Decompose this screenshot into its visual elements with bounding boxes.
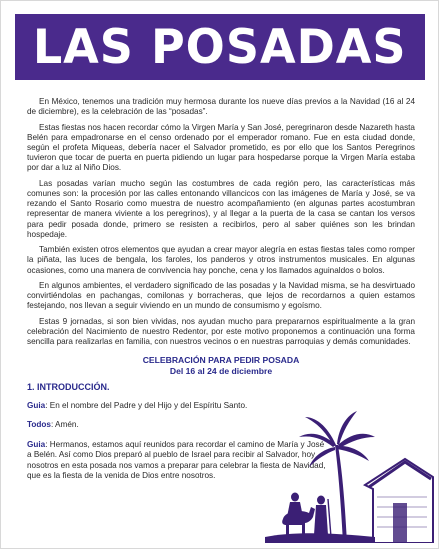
prayer-text: : Hermanos, estamos aquí reunidos para recordar el camino de María y José a Belén. Así como Dios preparó al pueblo de Israel para recibir al Salvador, hoy nosotros en esta posada nos vamos a preparar para celebrar la fiesta de Navidad, que es la fiesta de la venida de Dios entre nosotros. [27,439,326,481]
section-heading: 1. INTRODUCCIÓN. [27,382,110,392]
paragraph: Estas fiestas nos hacen recordar cómo la Virgen María y San José, peregrinaron desde Nazareth hasta Belén para empadronarse en el censo ordenado por el emperador romano. Fue en esta ciudad donde, según el profeta Miqueas, debería nacer el Salvador prometido, es por ello que los Santos Peregrinos tuvieron que tocar de puerta en puerta pidiendo un lugar para hospedarse porque la Virgen María estaba por dar a luz al Niño Dios. [27,122,415,173]
speaker-label: Guia [27,439,46,449]
paragraph: Estas 9 jornadas, si son bien vividas, nos ayudan mucho para prepararnos espiritualmente a la gran celebración del Nacimiento de nuestro Redentor, por este motivo proponemos a continuación una forma sencilla para realizarlas en familia, con nuestros vecinos o en nuestras parroquias y demás comunidades. [27,316,415,347]
page-title: LAS POSADAS [33,19,407,75]
subtitle-dates: Del 16 al 24 de diciembre [169,366,273,376]
holy-family-journey-illustration [265,407,435,543]
prayer-text: : En el nombre del Padre y del Hijo y del Espíritu Santo. [45,401,248,410]
speaker-label: Guia [27,401,46,410]
subtitle-line: CELEBRACIÓN PARA PEDIR POSADA [142,355,300,365]
speaker-label: Todos [27,420,51,430]
paragraph: Las posadas varían mucho según las costumbres de cada región pero, las características más comunes son: la procesión por las calles entonando villancicos con las imágenes de María y José, se va rezando el Santo Rosario como muestra de nuestro acompañamiento (en algunas partes acostumbran representar de manera viviente a los peregrinos), y al llegar a la puerta de la casa se cantan los versos para pedir posada donde, primero se resisten a recibirlos, pero al saber quiénes son les brindan hospedaje. [27,178,415,239]
celebration-subtitle [27,355,415,377]
paragraph: En México, tenemos una tradición muy hermosa durante los nueve días previos a la Navidad (16 al 24 de diciembre), es la celebración de las “posadas”. [27,97,415,117]
paragraph: También existen otros elementos que ayudan a crear mayor alegría en estas fiestas tales como romper la piñata, las luces de bengala, los faroles, los panderos y otros instrumentos musicales. En algunas ocasiones, como una manera de convivencia hay ponche, cena y los llamados aguinaldos o bolos. [27,245,415,275]
title-banner [15,14,425,80]
prayer-text: : Amén. [50,420,79,430]
intro-text [27,97,415,353]
paragraph: En algunos ambientes, el verdadero significado de las posadas y la Navidad misma, se ha desvirtuado convirtiéndolas en pachangas, comilonas y borracheras, que lejos de recordarnos a quien estamos festejando, nos llevan a seguir viviendo en un mundo de consumismo y egoísmo. [27,281,415,311]
